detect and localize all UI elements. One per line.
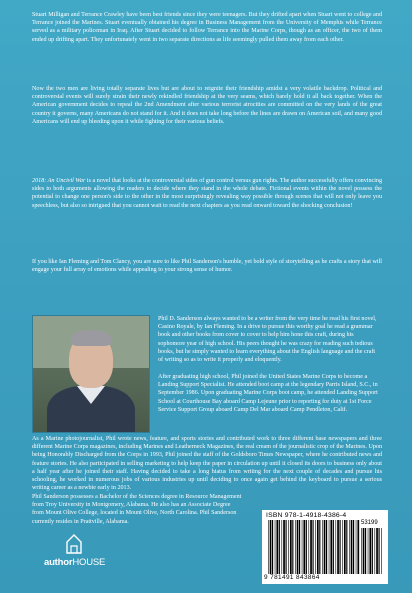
barcode-bar: [340, 520, 341, 574]
barcode-bar: [375, 528, 376, 574]
barcode-bar: [363, 528, 365, 574]
barcode-bar: [333, 520, 334, 574]
author-bio-paragraph-3: As a Marine photojournalist, Phil wrote news, feature, and sports stories and contributed work to three different base newspapers and three different Marine Corps magazines, including Marines and Leatherneck Magazines, the real cream of the journalistic crop of the Marines. Upon being Honorably Discharged from the Corps in 1993, Phil joined the staff of the Goldsboro Times Newspaper, where he contributed news and feature stories. He also participated in selling marketing to help keep the paper in circulation up until it closed its doors to business only about a half year after he joined their staff. Having decided to take a long hiatus from writing for the next couple of decades and pursue his schooling, he worked in numerous jobs of various industries up until deciding to once again get behind the keyboard to pursue a serious writing career as a newbie early in 2013.: [32, 436, 382, 492]
barcode-bar: [381, 528, 382, 574]
barcode-bar: [286, 520, 287, 574]
barcode-bar: [353, 520, 354, 574]
synopsis-paragraph-3-text: is a novel that looks at the controversial sides of gun control versus gun rights. The author successfully offers convincing sides to both arguments allowing the readers to decide where they stand in the whole debate. Fictional events within the novel possess the potential to change one person's side to the other in the most surprisingly revealing way possible through scenes that will not only leave you speechless, but also so intrigued that you cannot wait to read the next chapters as you read onward toward the shocking conclusion!: [32, 178, 383, 209]
barcode-bar: [290, 520, 292, 574]
barcode-bar: [292, 520, 293, 574]
barcode-bar: [276, 520, 278, 574]
barcode-bar: [356, 520, 357, 574]
barcode-bar: [368, 528, 369, 574]
barcode-bar: [315, 520, 316, 574]
barcode-bar: [309, 520, 310, 574]
publisher-logo: [44, 534, 104, 574]
barcode-bar: [326, 520, 327, 574]
barcode-bar: [317, 520, 319, 574]
barcode-bar: [336, 520, 337, 574]
barcode-bar: [270, 520, 272, 574]
barcode-bar: [272, 520, 273, 574]
barcode-bar: [306, 520, 307, 574]
synopsis-paragraph-4: If you like Ian Fleming and Tom Clancy, you are sure to like Phil Sanderson's humble, yet bold style of storytelling as he crafts a story that will engage your full array of emotions while appealing to your strong sense of humor.: [32, 259, 382, 274]
publisher-name: authorHOUSE: [44, 557, 106, 568]
barcode-bar: [288, 520, 289, 574]
barcode-bar: [369, 528, 371, 574]
barcode-bar: [324, 520, 326, 574]
publisher-house-icon: [66, 534, 82, 554]
author-bio-paragraph-4: Phil Sanderson possesses a Bachelor of the Sciences degree in Resource Management from Troy University in Montgomery, Alabama. He also has an Associate Degree from Mount Olive College, located in Mount Olive, North Carolina. Phil Sanderson currently resides in Prattville, Alabama.: [32, 494, 242, 525]
barcode-bar: [379, 528, 380, 574]
barcode-bar: [319, 520, 320, 574]
barcode-bar: [303, 520, 305, 574]
isbn-barcode: [262, 510, 388, 584]
barcode-bar: [365, 528, 366, 574]
barcode-bar: [357, 520, 359, 574]
barcode-bar: [302, 520, 303, 574]
barcode-bar: [313, 520, 314, 574]
barcode-bar: [349, 520, 350, 574]
barcode-bar: [283, 520, 285, 574]
synopsis-paragraph-3: [32, 177, 382, 210]
barcode-bar: [297, 520, 299, 574]
book-title-inline: 2018: An Uncivil War: [32, 178, 86, 184]
ean-digits: 9 781491 843864: [264, 574, 320, 581]
barcode-bar: [310, 520, 312, 574]
ean-barcode-bars: [268, 520, 360, 574]
barcode-bar: [275, 520, 276, 574]
author-photo: [32, 315, 150, 433]
barcode-bar: [282, 520, 283, 574]
barcode-bar: [342, 520, 343, 574]
synopsis-paragraph-1: Stuart Milligan and Terrance Crawley have been best friends since they were teenagers. But they drifted apart when Stuart went to college and Terrance joined the Marines. Stuart eventually obtained his degree in Business Management from the University of Memphis while Terrance served as a military policeman in Iraq. After Stuart decided to follow Terrance into the Marine Corps, though as an officer, the two of them ended up drifting apart. They unfortunately went in two separate directions as life seemingly pulled them away from each other.: [32, 12, 382, 43]
barcode-bar: [376, 528, 378, 574]
barcode-bar: [299, 520, 300, 574]
isbn-label: ISBN 978-1-4918-4386-4: [266, 512, 347, 519]
barcode-bar: [372, 528, 373, 574]
barcode-bar: [346, 520, 347, 574]
barcode-bar: [268, 520, 269, 574]
barcode-bar: [361, 528, 362, 574]
barcode-bar: [329, 520, 330, 574]
barcode-bar: [279, 520, 280, 574]
barcode-bar: [330, 520, 332, 574]
synopsis-paragraph-2: Now the two men are living totally separate lives but are about to reignite their friendship amidst a very volatile backdrop. Political and controversial events will surely strain their newly rekindled friendship at the very seams, which barely hold it all back together. When the American government decides to repeal the 2nd Amendment after various terrorist atrocities are committed on the very lands of the great country it governs, many Americans do not stand for it. And it does not take long before the lines are drawn on American soil, and many good Americans will end up bleeding upon it while fighting for their various beliefs.: [32, 86, 382, 125]
barcode-bar: [351, 520, 353, 574]
price-addon-bars: [361, 528, 383, 574]
barcode-bar: [344, 520, 346, 574]
author-bio-paragraph-2: After graduating high school, Phil joined the United States Marine Corps to become a Landing Support Specialist. He attended boot camp at the legendary Parris Island, S.C., in September 1986. Upon graduating Marine Corps boot camp, he attended Landing Support School at Courthouse Bay aboard Camp Lejeune prior to reporting for duty at 1st Force Service Support Group aboard Camp Del Mar aboard Camp Pendleton, Calif.: [158, 374, 378, 413]
price-code: 53199: [361, 520, 378, 526]
barcode-bar: [337, 520, 339, 574]
author-bio-paragraph-1: Phil D. Sanderson always wanted to be a writer from the very time he read his first novel, Casino Royale, by Ian Fleming. In a drive to pursue this worthy goal he read a grammar book and other books from cover to cover to help him hone this craft, during his sophomore year of high school. His peers thought he was crazy for reading such tedious books, but he simply wanted to learn everything about the English language and the craft of writing so as to write it properly and eloquently.: [158, 316, 377, 364]
barcode-bar: [322, 520, 323, 574]
barcode-bar: [295, 520, 296, 574]
